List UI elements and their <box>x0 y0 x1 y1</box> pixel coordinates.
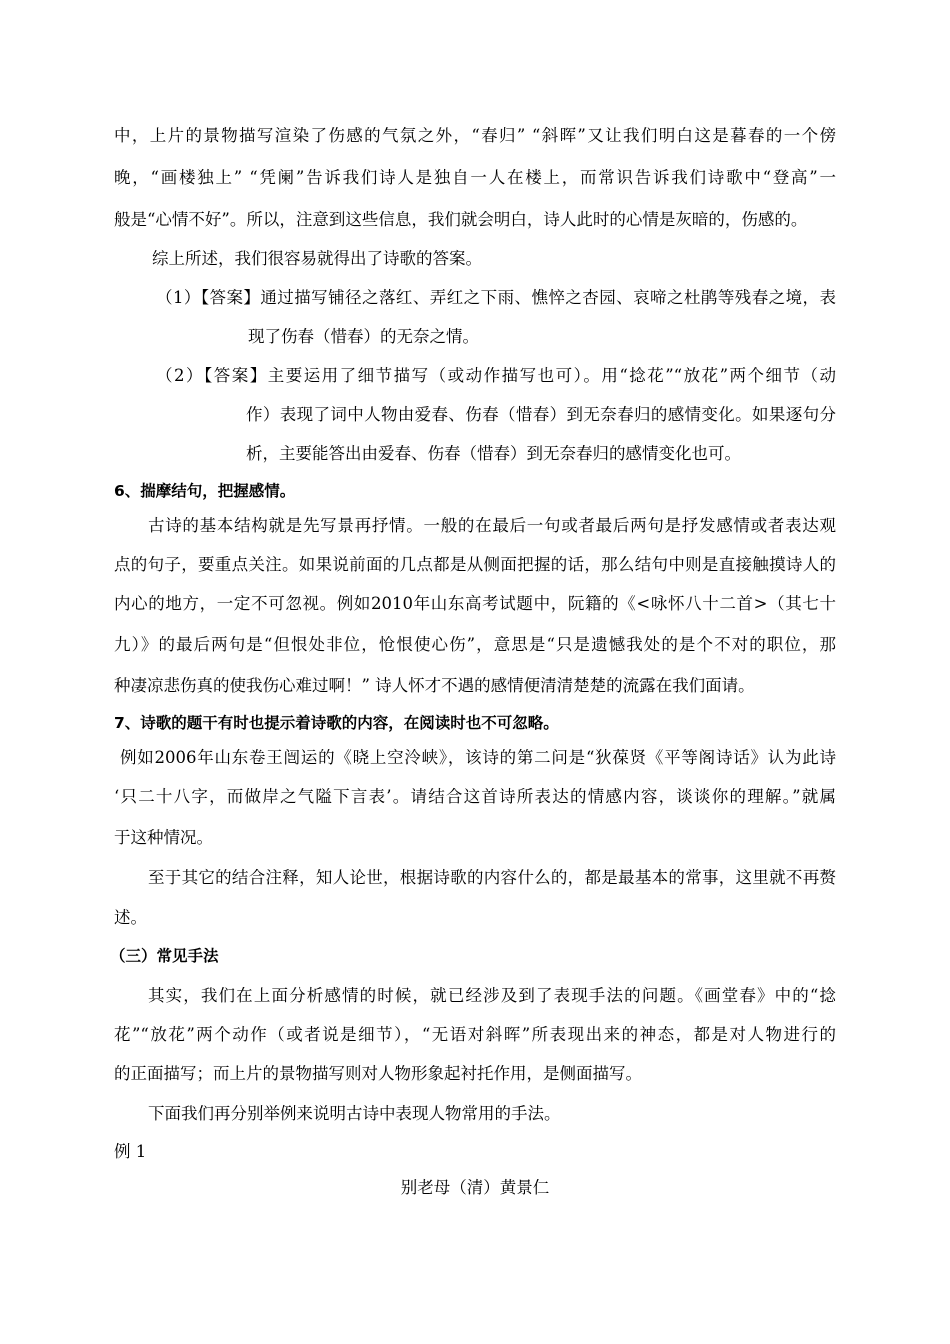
answer-2-line: 作）表现了词中人物由爱春、伤春（惜春）到无奈春归的感情变化。如果逐句分 <box>246 405 836 424</box>
text-line: 九）》的最后两句是“但恨处非位，怆恨使心伤”，意思是“只是遗憾我处的是个不对的职位，那 <box>114 635 836 654</box>
text-line: 的正面描写；而上片的景物描写则对人物形象起衬托作用，是侧面描写。 <box>114 1064 642 1083</box>
section-heading: 6、揣摩结句，把握感情。 <box>114 482 296 500</box>
summary-line: 综上所述，我们很容易就得出了诗歌的答案。 <box>152 249 482 268</box>
text-line: 中，上片的景物描写渲染了伤感的气氛之外，“春归” “斜晖”又让我们明白这是暮春的一个傍 <box>114 126 836 145</box>
section-heading: （三）常见手法 <box>110 947 219 965</box>
text-line: ‘只二十八字，而做岸之气隘下言表’。请结合这首诗所表达的情感内容，谈谈你的理解。”就属 <box>114 787 836 806</box>
answer-1-line: 现了伤春（惜春）的无奈之情。 <box>248 327 479 346</box>
text-line: 种凄凉悲伤真的使我伤心难过啊！” 诗人怀才不遇的感情便清清楚楚的流露在我们面请。 <box>114 676 755 695</box>
text-line: 至于其它的结合注释，知人论世，根据诗歌的内容什么的，都是最基本的常事，这里就不再赘 <box>148 868 836 887</box>
text-line: 般是“心情不好”。所以，注意到这些信息，我们就会明白，诗人此时的心情是灰暗的，伤感的。 <box>114 210 808 229</box>
text-line: 例如2006年山东卷王闿运的《晓上空泠峡》，该诗的第二问是“狄葆贤《平等阁诗话》认为此诗 <box>120 748 836 767</box>
answer-1-line: （1）【答案】通过描写铺径之落红、弄红之下雨、憔悴之杏园、哀啼之杜鹃等残春之境，表 <box>156 288 836 307</box>
text-line: 其实，我们在上面分析感情的时候，就已经涉及到了表现手法的问题。《画堂春》中的“捻 <box>148 986 836 1005</box>
poem-title: 别老母（清）黄景仁 <box>400 1178 550 1197</box>
text-line: 古诗的基本结构就是先写景再抒情。一般的在最后一句或者最后两句是抒发感情或者表达观 <box>148 516 836 535</box>
text-line: 于这种情况。 <box>114 828 213 847</box>
answer-2-line: 析，主要能答出由爱春、伤春（惜春）到无奈春归的感情变化也可。 <box>246 444 741 463</box>
text-line: 下面我们再分别举例来说明古诗中表现人物常用的手法。 <box>148 1104 561 1123</box>
answer-2-line: （2）【答案】主要运用了细节描写（或动作描写也可）。用“捻花”“放花”两个细节（动 <box>156 366 836 385</box>
example-label: 例 1 <box>114 1142 147 1161</box>
text-line: 述。 <box>114 908 147 927</box>
section-heading: 7、诗歌的题干有时也提示着诗歌的内容，在阅读时也不可忽略。 <box>114 714 559 732</box>
text-line: 晚，“画楼独上” “凭阑”告诉我们诗人是独自一人在楼上，而常识告诉我们诗歌中“登高”一 <box>114 168 836 187</box>
text-line: 内心的地方，一定不可忽视。例如2010年山东高考试题中，阮籍的《<咏怀八十二首>（其七十 <box>114 594 836 613</box>
text-line: 花”“放花”两个动作（或者说是细节），“无语对斜晖”所表现出来的神态，都是对人物进行的 <box>114 1025 836 1044</box>
text-line: 点的句子，要重点关注。如果说前面的几点都是从侧面把握的话，那么结句中则是直接触摸诗人的 <box>114 555 836 574</box>
